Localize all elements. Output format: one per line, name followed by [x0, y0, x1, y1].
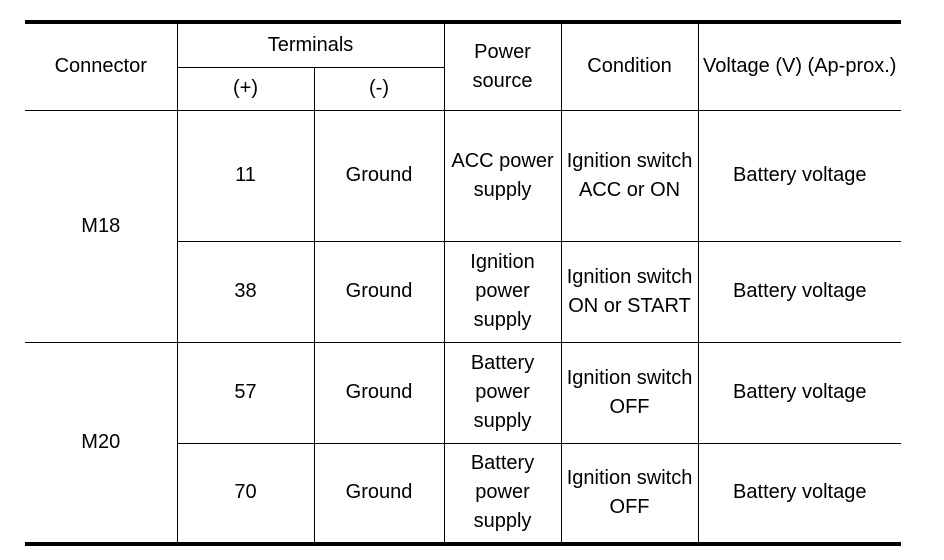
power-source-cell: Ignition power supply: [444, 241, 561, 342]
power-source-cell: ACC power supply: [444, 110, 561, 241]
header-connector: Connector: [25, 22, 177, 110]
terminal-minus-cell: Ground: [314, 241, 444, 342]
connector-cell: M18: [25, 110, 177, 342]
voltage-cell: Battery voltage: [698, 241, 901, 342]
header-terminal-plus: (+): [177, 67, 314, 110]
connector-terminal-table: [25, 20, 901, 546]
terminal-plus-cell: 38: [177, 241, 314, 342]
terminal-minus-cell: Ground: [314, 443, 444, 544]
connector-cell: M20: [25, 342, 177, 544]
table-row: [25, 342, 901, 443]
header-voltage: Voltage (V) (Ap-prox.): [698, 22, 901, 110]
condition-cell: Ignition switch ACC or ON: [561, 110, 698, 241]
header-terminals: Terminals: [177, 22, 444, 67]
terminal-plus-cell: 11: [177, 110, 314, 241]
header-power-source: Power source: [444, 22, 561, 110]
terminal-minus-cell: Ground: [314, 110, 444, 241]
terminal-plus-cell: 70: [177, 443, 314, 544]
header-terminal-minus: (-): [314, 67, 444, 110]
voltage-cell: Battery voltage: [698, 342, 901, 443]
condition-cell: Ignition switch OFF: [561, 342, 698, 443]
table-row: [25, 110, 901, 241]
power-source-cell: Battery power supply: [444, 443, 561, 544]
condition-cell: Ignition switch OFF: [561, 443, 698, 544]
voltage-cell: Battery voltage: [698, 443, 901, 544]
condition-cell: Ignition switch ON or START: [561, 241, 698, 342]
power-source-cell: Battery power supply: [444, 342, 561, 443]
terminal-plus-cell: 57: [177, 342, 314, 443]
terminal-minus-cell: Ground: [314, 342, 444, 443]
header-condition: Condition: [561, 22, 698, 110]
voltage-cell: Battery voltage: [698, 110, 901, 241]
